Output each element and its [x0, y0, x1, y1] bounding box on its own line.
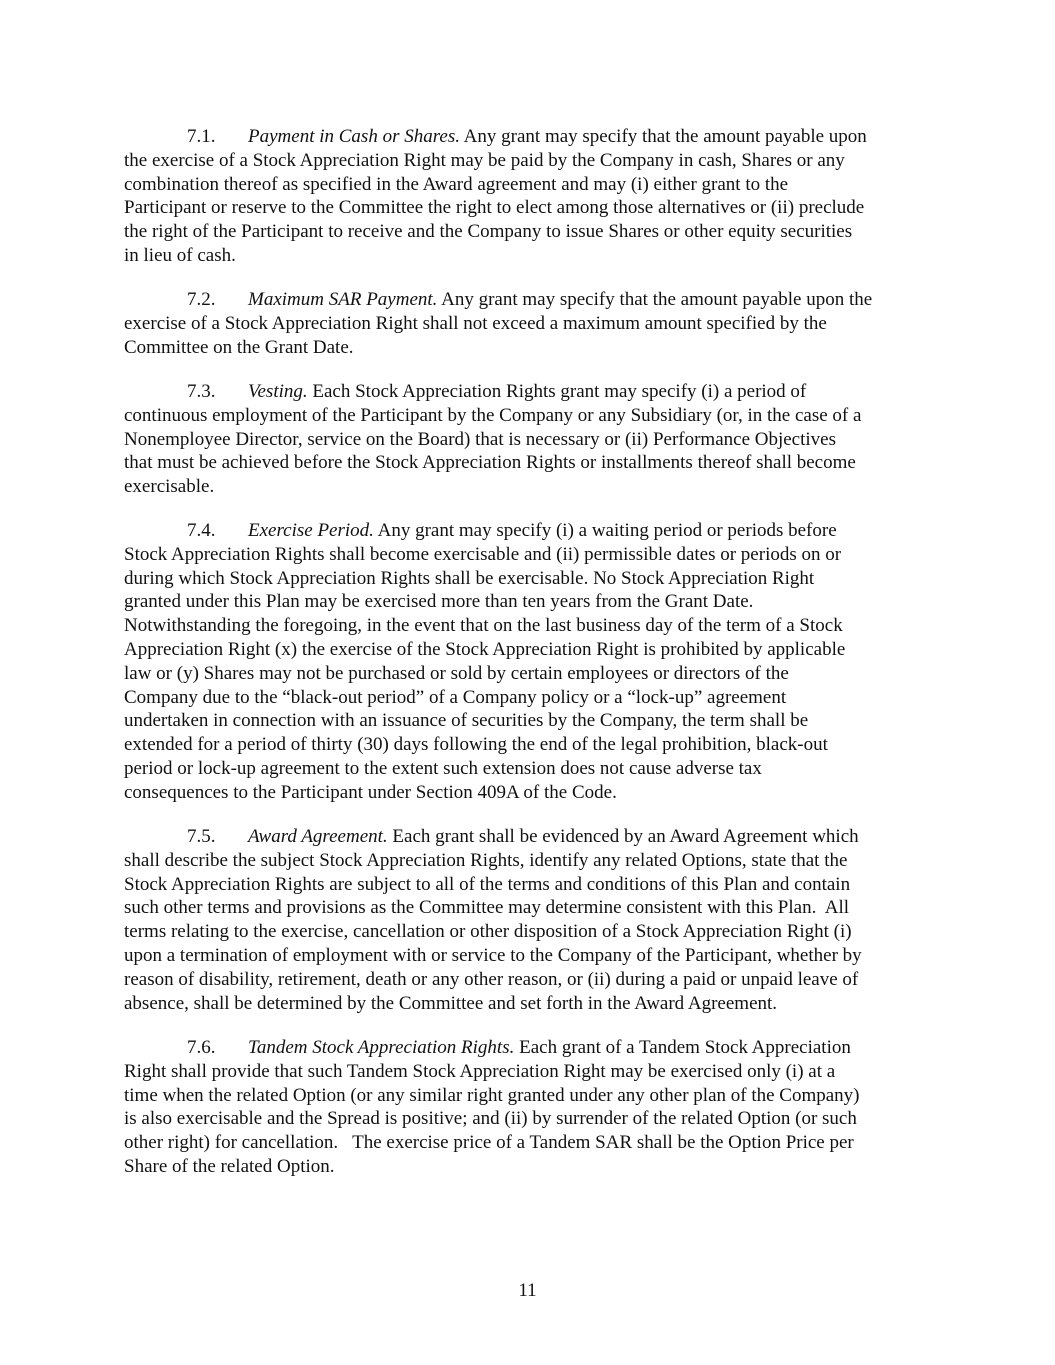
body-text: Each Stock Appreciation Rights grant may specify (i) a period of [307, 381, 807, 402]
section-number: 7.1. [187, 126, 216, 147]
body-text-line: Right shall provide that such Tandem Stock Appreciation Right may be exercised only (i) at a [124, 1060, 836, 1082]
section-title: Maximum SAR Payment. [248, 289, 438, 310]
body-text-line: Participant or reserve to the Committee the right to elect among those alternatives or (ii) preclude [124, 197, 865, 219]
body-text-line: Share of the related Option. [124, 1155, 335, 1177]
body-text-line: Committee on the Grant Date. [124, 336, 354, 358]
section-title: Tandem Stock Appreciation Rights. [248, 1037, 515, 1058]
section-lead [124, 381, 806, 402]
body-text-line: shall describe the subject Stock Appreciation Rights, identify any related Options, state that the [124, 849, 848, 871]
section-number: 7.5. [187, 826, 216, 847]
body-text-line: continuous employment of the Participant by the Company or any Subsidiary (or, in the case of a [124, 404, 862, 426]
body-text-line: Stock Appreciation Rights shall become exercisable and (ii) permissible dates or periods on or [124, 543, 842, 565]
body-text-line: undertaken in connection with an issuance of securities by the Company, the term shall be [124, 710, 809, 732]
section-7-5 [124, 825, 944, 1015]
body-text: Any grant may specify that the amount payable upon [459, 126, 867, 147]
body-text-line: absence, shall be determined by the Committee and set forth in the Award Agreement. [124, 992, 778, 1014]
body-text-line: time when the related Option (or any similar right granted under any other plan of the Company) [124, 1084, 860, 1106]
section-number: 7.3. [187, 381, 216, 402]
section-first-line [124, 380, 944, 404]
body-text-line: in lieu of cash. [124, 244, 236, 266]
body-text-line: Notwithstanding the foregoing, in the event that on the last business day of the term of a Stock [124, 615, 843, 637]
body-text-line: extended for a period of thirty (30) days following the end of the legal prohibition, black-out [124, 734, 828, 756]
body-text-line: is also exercisable and the Spread is positive; and (ii) by surrender of the related Option (or such [124, 1108, 857, 1130]
section-lead [124, 1037, 851, 1058]
section-7-4 [124, 519, 944, 805]
body-text-line: upon a termination of employment with or service to the Company of the Participant, whether by [124, 944, 862, 966]
body-text-line: consequences to the Participant under Section 409A of the Code. [124, 781, 617, 803]
section-lead [124, 826, 859, 847]
section-number: 7.4. [187, 520, 216, 541]
section-lead [124, 126, 867, 147]
body-text-line: during which Stock Appreciation Rights shall be exercisable. No Stock Appreciation Right [124, 567, 815, 589]
section-lead [124, 289, 872, 310]
section-first-line [124, 825, 944, 849]
body-text-line: period or lock-up agreement to the extent such extension does not cause adverse tax [124, 757, 762, 779]
section-title: Payment in Cash or Shares. [248, 126, 460, 147]
body-text-line: such other terms and provisions as the Committee may determine consistent with this Plan. All [124, 897, 850, 919]
body-text-line: Company due to the “black-out period” of a Company policy or a “lock-up” agreement [124, 686, 787, 708]
body-text: Any grant may specify (i) a waiting period or periods before [373, 520, 837, 541]
section-title: Exercise Period. [248, 520, 374, 541]
body-text-line: Stock Appreciation Rights are subject to all of the terms and conditions of this Plan and contain [124, 873, 851, 895]
body-text-line: Appreciation Right (x) the exercise of the Stock Appreciation Right is prohibited by applicable [124, 638, 846, 660]
body-text: Each grant of a Tandem Stock Appreciation [514, 1037, 851, 1058]
body-text-line: law or (y) Shares may not be purchased or sold by certain employees or directors of the [124, 662, 789, 684]
section-7-3 [124, 380, 944, 499]
page-number: 11 [518, 1280, 537, 1301]
body-text-line: exercisable. [124, 476, 215, 498]
body-text-line: terms relating to the exercise, cancellation or other disposition of a Stock Appreciation Right (i) [124, 921, 852, 943]
section-first-line [124, 125, 944, 149]
body-text-line: other right) for cancellation. The exercise price of a Tandem SAR shall be the Option Price per [124, 1132, 854, 1154]
body-text-line: combination thereof as specified in the Award agreement and may (i) either grant to the [124, 173, 789, 195]
body-text-line: granted under this Plan may be exercised more than ten years from the Grant Date. [124, 591, 754, 613]
section-first-line [124, 288, 944, 312]
section-number: 7.2. [187, 289, 216, 310]
body-text: Each grant shall be evidenced by an Award Agreement which [387, 826, 859, 847]
section-title: Vesting. [248, 381, 308, 402]
section-first-line [124, 519, 944, 543]
body-text-line: the exercise of a Stock Appreciation Right may be paid by the Company in cash, Shares or any [124, 149, 845, 171]
section-title: Award Agreement. [248, 826, 388, 847]
body-text-line: exercise of a Stock Appreciation Right shall not exceed a maximum amount specified by the [124, 312, 827, 334]
body-text-line: the right of the Participant to receive and the Company to issue Shares or other equity securities [124, 221, 853, 243]
section-first-line [124, 1036, 944, 1060]
body-text-line: Nonemployee Director, service on the Board) that is necessary or (ii) Performance Objectives [124, 428, 836, 450]
body-text: Any grant may specify that the amount payable upon the [437, 289, 873, 310]
body-text-line: that must be achieved before the Stock Appreciation Rights or installments thereof shall become [124, 452, 856, 474]
section-lead [124, 520, 837, 541]
section-7-6 [124, 1036, 944, 1179]
section-7-2 [124, 288, 944, 359]
section-7-1 [124, 125, 944, 268]
body-text-line: reason of disability, retirement, death or any other reason, or (ii) during a paid or unpaid leave of [124, 968, 859, 990]
section-number: 7.6. [187, 1037, 216, 1058]
